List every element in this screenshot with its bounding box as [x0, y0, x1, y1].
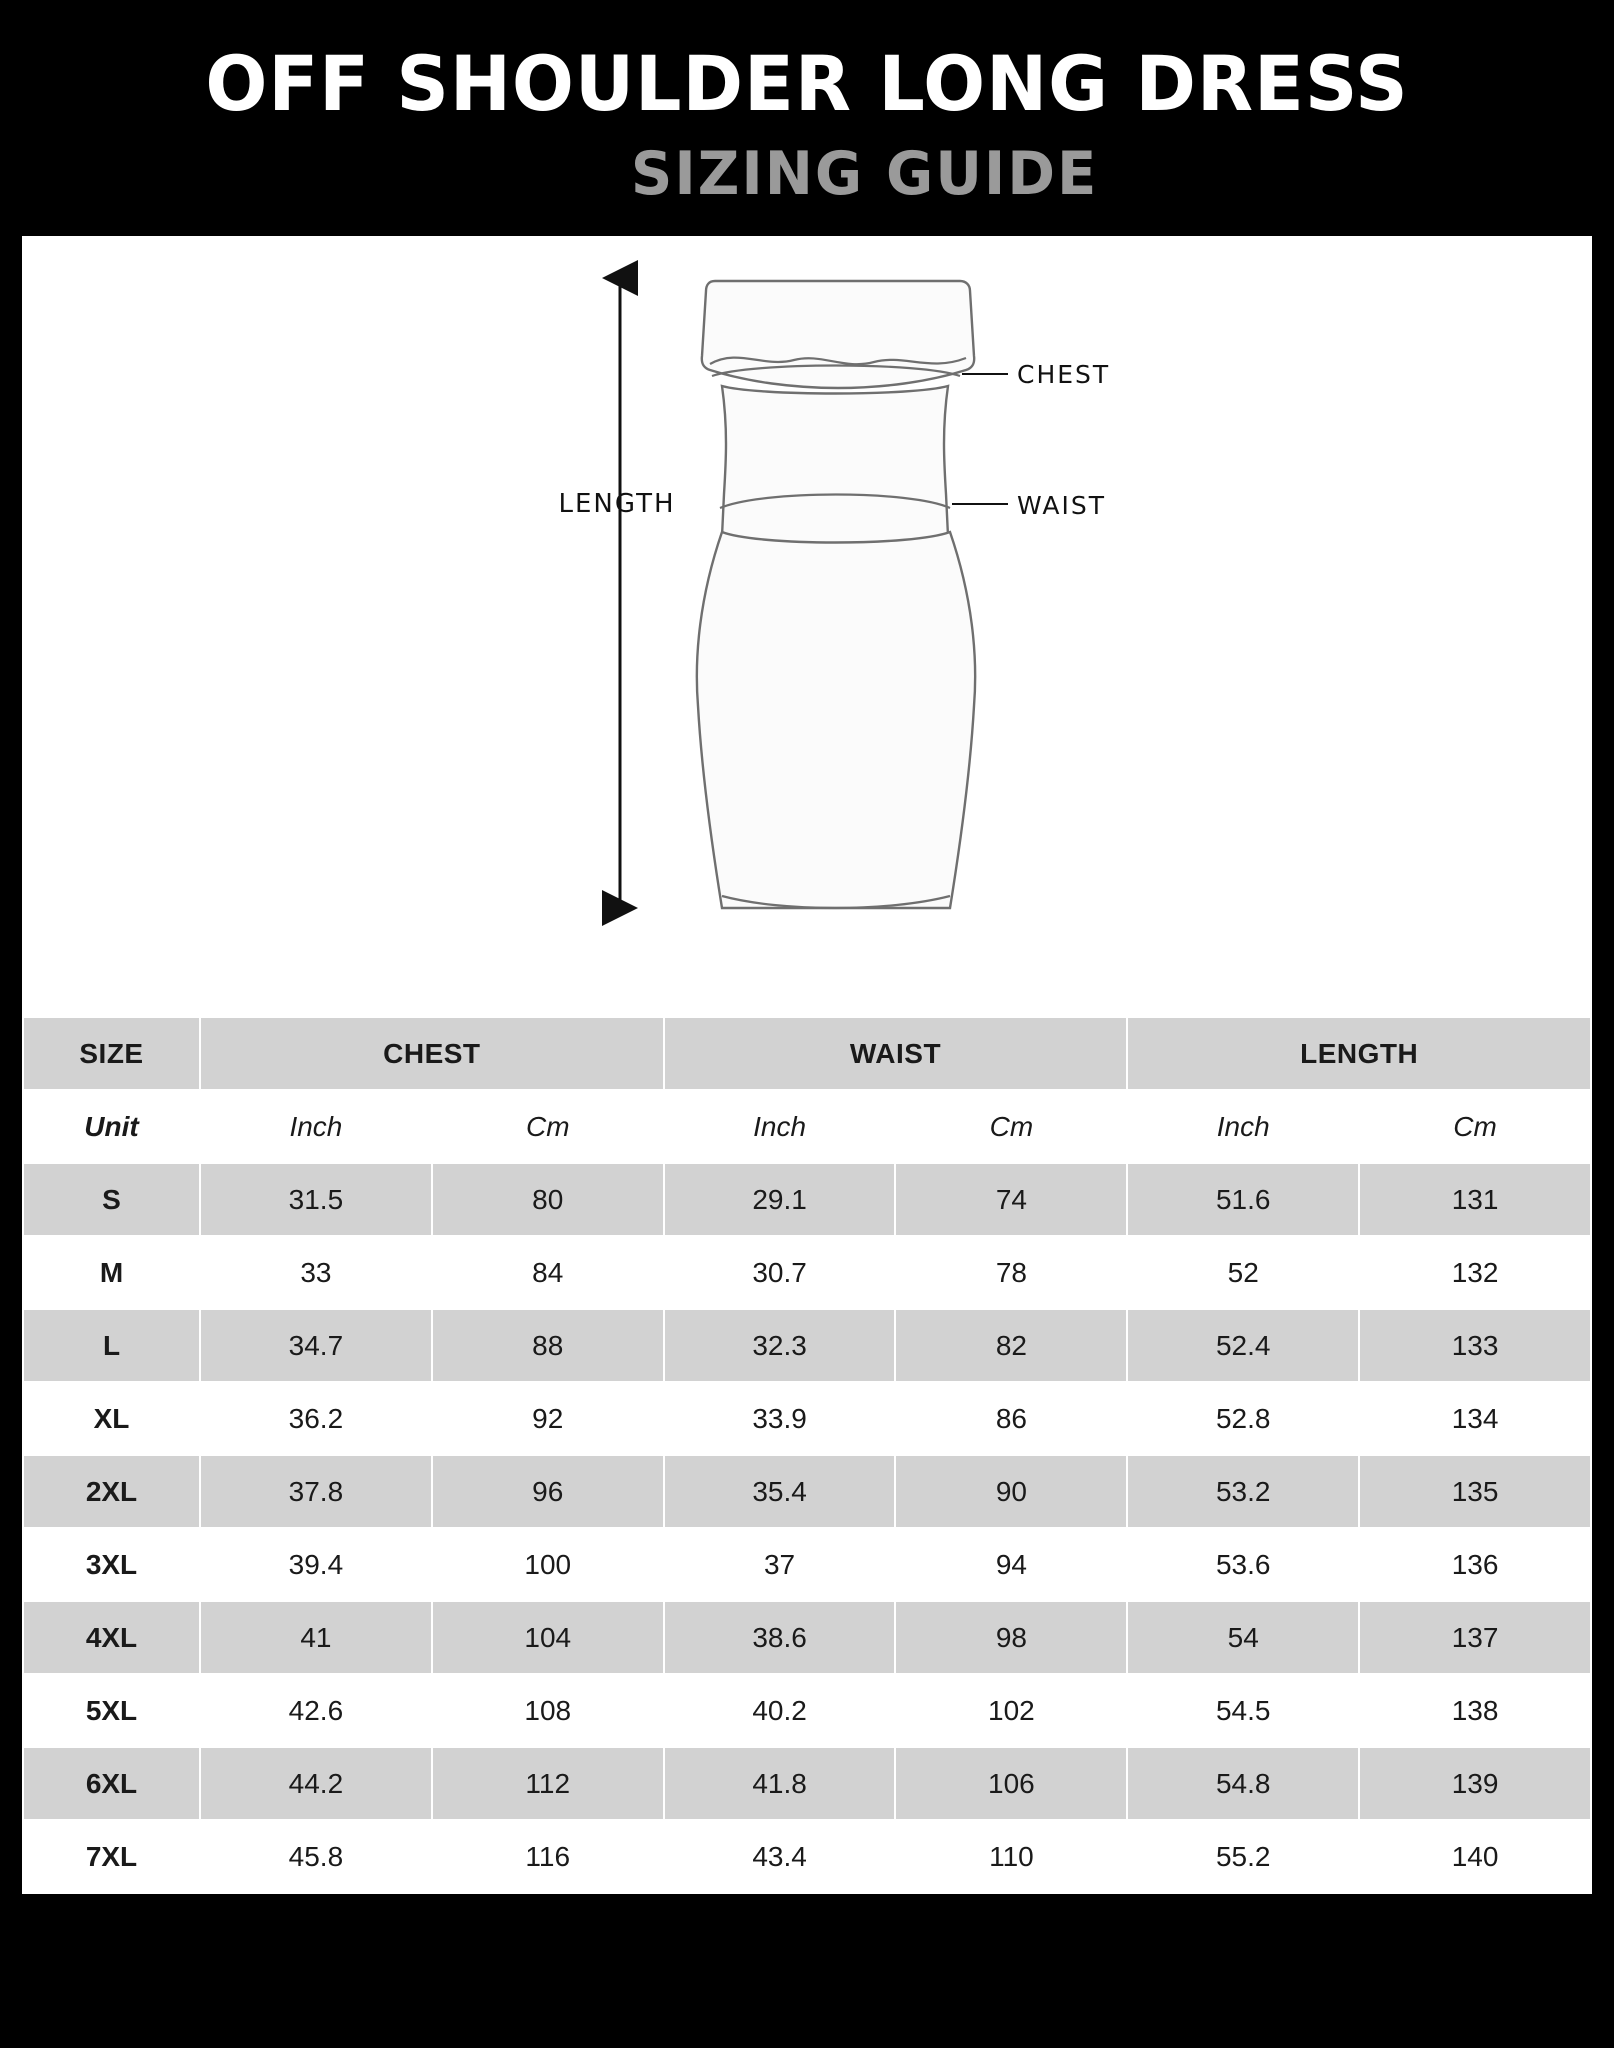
cell-length-cm: 132 [1359, 1236, 1591, 1309]
cell-chest-cm: 116 [432, 1820, 664, 1893]
table-row [23, 1528, 1591, 1601]
table-row [23, 1820, 1591, 1893]
page-title: OFF SHOULDER LONG DRESS [205, 39, 1409, 128]
unit-chest-cm: Cm [432, 1090, 664, 1163]
header-waist: WAIST [664, 1017, 1128, 1090]
cell-chest-inch: 36.2 [200, 1382, 432, 1455]
cell-chest-cm: 108 [432, 1674, 664, 1747]
cell-chest-inch: 33 [200, 1236, 432, 1309]
cell-waist-cm: 78 [895, 1236, 1127, 1309]
table-row [23, 1236, 1591, 1309]
cell-chest-inch: 42.6 [200, 1674, 432, 1747]
size-table-wrapper [22, 1016, 1592, 1894]
cell-length-cm: 137 [1359, 1601, 1591, 1674]
cell-chest-cm: 96 [432, 1455, 664, 1528]
header-chest: CHEST [200, 1017, 664, 1090]
cell-length-cm: 140 [1359, 1820, 1591, 1893]
cell-length-cm: 138 [1359, 1674, 1591, 1747]
cell-length-inch: 54 [1127, 1601, 1359, 1674]
table-unit-row [23, 1090, 1591, 1163]
cell-waist-inch: 37 [664, 1528, 896, 1601]
cell-size: XL [23, 1382, 200, 1455]
cell-size: 4XL [23, 1601, 200, 1674]
cell-chest-inch: 45.8 [200, 1820, 432, 1893]
unit-length-cm: Cm [1359, 1090, 1591, 1163]
cell-size: 5XL [23, 1674, 200, 1747]
cell-waist-cm: 94 [895, 1528, 1127, 1601]
cell-waist-inch: 33.9 [664, 1382, 896, 1455]
cell-chest-cm: 104 [432, 1601, 664, 1674]
header-size: SIZE [23, 1017, 200, 1090]
table-row [23, 1309, 1591, 1382]
table-row [23, 1163, 1591, 1236]
cell-length-cm: 134 [1359, 1382, 1591, 1455]
unit-waist-inch: Inch [664, 1090, 896, 1163]
cell-length-inch: 53.6 [1127, 1528, 1359, 1601]
cell-chest-cm: 100 [432, 1528, 664, 1601]
cell-length-inch: 55.2 [1127, 1820, 1359, 1893]
cell-chest-cm: 92 [432, 1382, 664, 1455]
cell-waist-cm: 110 [895, 1820, 1127, 1893]
cell-waist-inch: 38.6 [664, 1601, 896, 1674]
dress-diagram [22, 236, 1592, 1016]
size-chart-table [22, 1016, 1592, 1894]
cell-chest-cm: 88 [432, 1309, 664, 1382]
cell-size: S [23, 1163, 200, 1236]
chest-label: CHEST [1017, 360, 1111, 389]
unit-chest-inch: Inch [200, 1090, 432, 1163]
cell-waist-inch: 30.7 [664, 1236, 896, 1309]
cell-length-cm: 133 [1359, 1309, 1591, 1382]
cell-length-cm: 136 [1359, 1528, 1591, 1601]
cell-chest-inch: 39.4 [200, 1528, 432, 1601]
cell-length-inch: 54.5 [1127, 1674, 1359, 1747]
table-row [23, 1601, 1591, 1674]
cell-length-inch: 51.6 [1127, 1163, 1359, 1236]
cell-size: M [23, 1236, 200, 1309]
cell-waist-inch: 43.4 [664, 1820, 896, 1893]
cell-length-inch: 52 [1127, 1236, 1359, 1309]
cell-waist-inch: 35.4 [664, 1455, 896, 1528]
cell-waist-cm: 98 [895, 1601, 1127, 1674]
cell-size: 7XL [23, 1820, 200, 1893]
table-row [23, 1747, 1591, 1820]
table-group-header-row [23, 1017, 1591, 1090]
page-subtitle: SIZING GUIDE [630, 139, 1099, 209]
cell-size: L [23, 1309, 200, 1382]
dress-illustration-panel [22, 236, 1592, 1016]
unit-label: Unit [23, 1090, 200, 1163]
cell-chest-inch: 34.7 [200, 1309, 432, 1382]
cell-waist-cm: 90 [895, 1455, 1127, 1528]
cell-size: 6XL [23, 1747, 200, 1820]
waist-label: WAIST [1017, 491, 1106, 520]
cell-length-cm: 135 [1359, 1455, 1591, 1528]
length-label: LENGTH [558, 489, 676, 519]
cell-length-cm: 139 [1359, 1747, 1591, 1820]
cell-waist-cm: 74 [895, 1163, 1127, 1236]
page-header [0, 0, 1614, 209]
cell-waist-inch: 40.2 [664, 1674, 896, 1747]
cell-length-inch: 54.8 [1127, 1747, 1359, 1820]
table-row [23, 1674, 1591, 1747]
cell-waist-cm: 82 [895, 1309, 1127, 1382]
cell-waist-cm: 86 [895, 1382, 1127, 1455]
table-row [23, 1455, 1591, 1528]
cell-chest-cm: 80 [432, 1163, 664, 1236]
header-length: LENGTH [1127, 1017, 1591, 1090]
cell-chest-inch: 41 [200, 1601, 432, 1674]
cell-waist-inch: 41.8 [664, 1747, 896, 1820]
cell-waist-inch: 29.1 [664, 1163, 896, 1236]
unit-waist-cm: Cm [895, 1090, 1127, 1163]
cell-chest-inch: 44.2 [200, 1747, 432, 1820]
cell-waist-inch: 32.3 [664, 1309, 896, 1382]
cell-chest-inch: 31.5 [200, 1163, 432, 1236]
cell-length-inch: 52.4 [1127, 1309, 1359, 1382]
cell-chest-inch: 37.8 [200, 1455, 432, 1528]
table-row [23, 1382, 1591, 1455]
dress-outline [697, 281, 975, 908]
unit-length-inch: Inch [1127, 1090, 1359, 1163]
cell-length-cm: 131 [1359, 1163, 1591, 1236]
cell-size: 2XL [23, 1455, 200, 1528]
cell-waist-cm: 106 [895, 1747, 1127, 1820]
cell-chest-cm: 112 [432, 1747, 664, 1820]
cell-size: 3XL [23, 1528, 200, 1601]
cell-chest-cm: 84 [432, 1236, 664, 1309]
cell-length-inch: 53.2 [1127, 1455, 1359, 1528]
cell-waist-cm: 102 [895, 1674, 1127, 1747]
cell-length-inch: 52.8 [1127, 1382, 1359, 1455]
